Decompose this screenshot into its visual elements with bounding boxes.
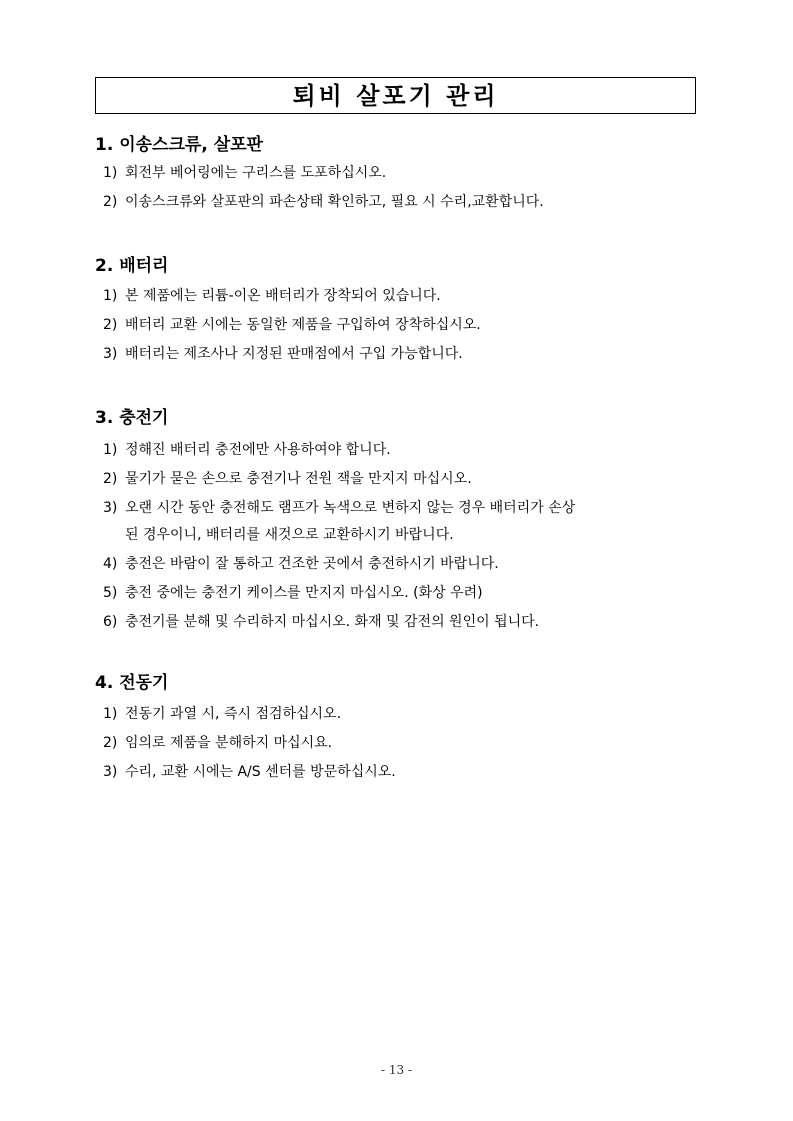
item-text: 회전부 베어링에는 구리스를 도포하십시오. bbox=[125, 165, 387, 181]
page-number: - 13 - bbox=[380, 1063, 412, 1077]
list-item bbox=[95, 317, 715, 334]
item-text: 물기가 묻은 손으로 충전기나 전원 잭을 만지지 마십시오. bbox=[125, 471, 472, 487]
list-item bbox=[95, 288, 715, 305]
list-item bbox=[95, 706, 715, 723]
item-number: 3) bbox=[103, 764, 118, 780]
list-item bbox=[95, 346, 715, 363]
section-heading: 2. 배터리 bbox=[95, 256, 169, 276]
list-item bbox=[95, 442, 715, 459]
list-item bbox=[95, 764, 715, 781]
item-text: 수리, 교환 시에는 A/S 센터를 방문하십시오. bbox=[125, 764, 396, 780]
item-number: 2) bbox=[103, 471, 118, 487]
item-text: 이송스크류와 살포판의 파손상태 확인하고, 필요 시 수리,교환합니다. bbox=[125, 194, 544, 210]
list-item bbox=[95, 194, 715, 211]
list-item bbox=[95, 556, 715, 573]
item-text: 충전기를 분해 및 수리하지 마십시오. 화재 및 감전의 원인이 됩니다. bbox=[125, 614, 540, 630]
section-heading: 3. 충전기 bbox=[95, 408, 169, 428]
item-text: 오랜 시간 동안 충전해도 램프가 녹색으로 변하지 않는 경우 배터리가 손상 bbox=[125, 500, 576, 516]
item-text: 충전 중에는 충전기 케이스를 만지지 마십시오. (화상 우려) bbox=[125, 585, 483, 601]
list-item bbox=[95, 614, 715, 631]
section-heading: 4. 전동기 bbox=[95, 673, 169, 693]
item-number: 2) bbox=[103, 194, 118, 210]
section-battery bbox=[95, 255, 715, 363]
section-heading: 1. 이송스크류, 살포판 bbox=[95, 135, 263, 155]
list-item bbox=[95, 165, 715, 182]
item-text: 배터리 교환 시에는 동일한 제품을 구입하여 장착하십시오. bbox=[125, 317, 481, 333]
item-text: 임의로 제품을 분해하지 마십시요. bbox=[125, 735, 333, 751]
item-number: 1) bbox=[103, 706, 118, 722]
list-item bbox=[95, 585, 715, 602]
item-text: 정해진 배터리 충전에만 사용하여야 합니다. bbox=[125, 442, 391, 458]
list-item bbox=[95, 500, 715, 517]
title-box bbox=[95, 77, 696, 114]
item-number: 1) bbox=[103, 165, 118, 181]
item-text: 배터리는 제조사나 지정된 판매점에서 구입 가능합니다. bbox=[125, 346, 463, 362]
item-number: 5) bbox=[103, 585, 118, 601]
item-number: 3) bbox=[103, 346, 118, 362]
list-item bbox=[95, 735, 715, 752]
item-number: 1) bbox=[103, 442, 118, 458]
item-number: 6) bbox=[103, 614, 118, 630]
section-charger bbox=[95, 407, 715, 631]
item-number: 4) bbox=[103, 556, 118, 572]
item-number: 1) bbox=[103, 288, 118, 304]
item-number: 3) bbox=[103, 500, 118, 516]
page-title: 퇴비 살포기 관리 bbox=[292, 81, 499, 110]
item-text: 본 제품에는 리튬-이온 배터리가 장착되어 있습니다. bbox=[125, 288, 441, 304]
item-number: 2) bbox=[103, 317, 118, 333]
section-motor bbox=[95, 672, 715, 781]
item-number: 2) bbox=[103, 735, 118, 751]
list-item bbox=[95, 471, 715, 488]
list-item-continuation: 된 경우이니, 배터리를 새것으로 교환하시기 바랍니다. bbox=[125, 527, 454, 543]
item-text: 전동기 과열 시, 즉시 점검하십시오. bbox=[125, 706, 342, 722]
section-screw-spreader bbox=[95, 134, 715, 211]
item-text: 충전은 바람이 잘 통하고 건조한 곳에서 충전하시기 바랍니다. bbox=[125, 556, 499, 572]
